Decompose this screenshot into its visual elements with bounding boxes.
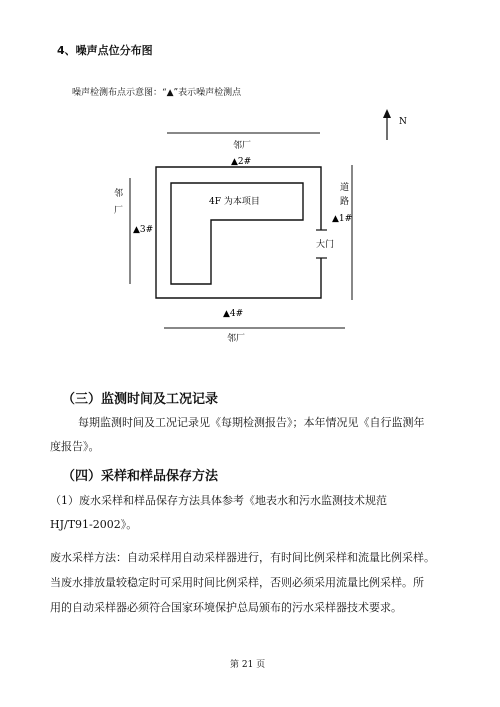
- north-label: N: [399, 117, 407, 127]
- paragraph-line: 度报告》。: [50, 440, 100, 453]
- neighbor-top-label: 邻厂: [233, 141, 252, 151]
- neighbor-left-label-2: 厂: [114, 206, 124, 216]
- paragraph-line: 每期监测时间及工况记录见《每期检测报告》；本年情况见《自行监测年: [78, 416, 425, 429]
- section-title-monitoring-time: （三）监测时间及工况记录: [62, 392, 219, 407]
- page-number: 第 21 页: [230, 660, 266, 670]
- paragraph-line: 当废水排放量较稳定时可采用时间比例采样，否则必须采用流量比例采样。所: [50, 576, 424, 589]
- paragraph-line: 废水采样方法：自动采样用自动采样器进行，有时间比例采样和流量比例采样。: [50, 551, 435, 564]
- gate-label: 大门: [316, 240, 335, 250]
- diagram-caption: 噪声检测布点示意图：“▲”表示噪声检测点: [72, 88, 242, 98]
- section-heading-noise-layout: 4、噪声点位分布图: [57, 44, 153, 57]
- road-label-2: 路: [340, 197, 350, 207]
- paragraph-line: HJ/T91-2002》。: [50, 518, 138, 531]
- north-arrow-icon: [383, 109, 391, 140]
- paragraph-line: 用的自动采样器必须符合国家环境保护总局颁布的污水采样器技术要求。: [50, 601, 402, 614]
- monitor-point-1: ▲1#: [332, 214, 353, 224]
- monitor-point-4: ▲4#: [223, 309, 244, 319]
- site-boundary: [156, 167, 321, 298]
- building-label: 4F 为本项目: [209, 197, 260, 207]
- neighbor-left-label-1: 邻: [114, 189, 124, 199]
- neighbor-bottom-label: 邻厂: [227, 334, 246, 344]
- paragraph-line: （1）废水采样和样品保存方法具体参考《地表水和污水监测技术规范: [50, 494, 387, 507]
- monitor-point-3: ▲3#: [133, 225, 154, 235]
- road-label-1: 道: [340, 183, 350, 193]
- monitor-point-2: ▲2#: [231, 157, 252, 167]
- section-title-sampling: （四）采样和样品保存方法: [62, 469, 219, 484]
